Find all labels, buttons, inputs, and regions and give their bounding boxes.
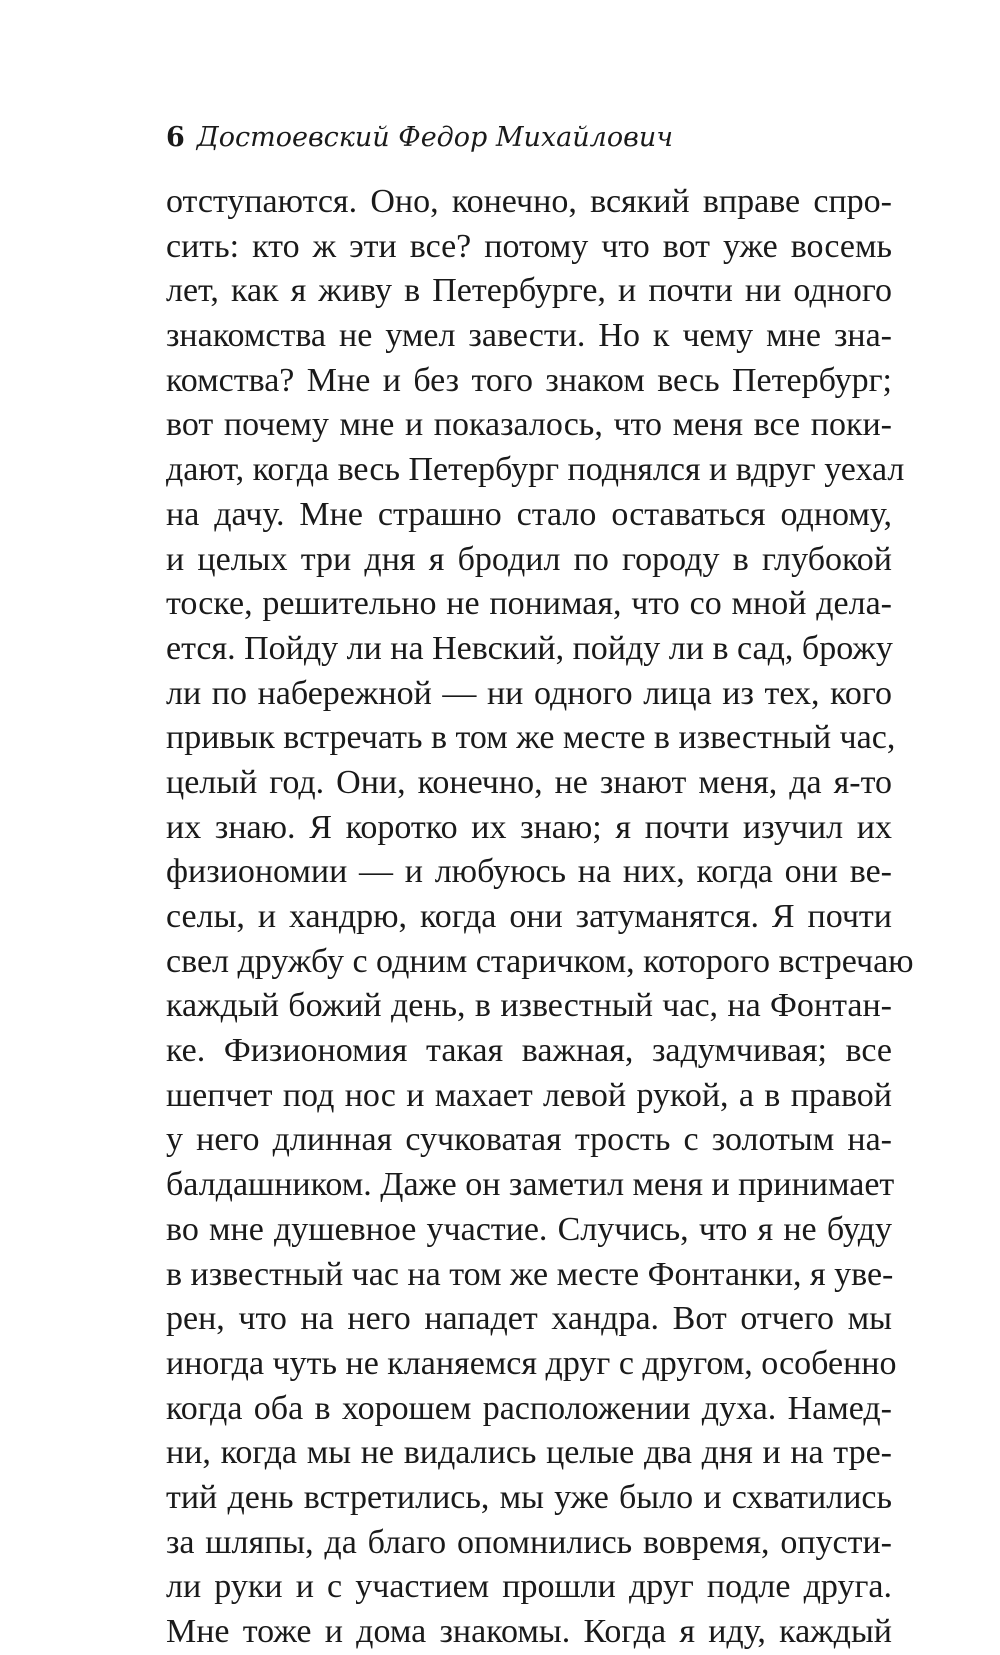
text-line: ке. Физиономия такая важная, задумчивая; все bbox=[166, 1032, 892, 1070]
text-line: Мне тоже и дома знакомы. Когда я иду, каждый bbox=[166, 1613, 892, 1650]
running-header bbox=[166, 118, 890, 158]
text-line: когда оба в хорошем расположении духа. Намед- bbox=[166, 1389, 892, 1427]
text-line: во мне душевное участие. Случись, что я не буду bbox=[166, 1210, 892, 1248]
text-line: дают, когда весь Петербург поднялся и вдруг уехал bbox=[166, 451, 905, 489]
text-line: рен, что на него нападет хандра. Вот отчего мы bbox=[166, 1300, 892, 1338]
text-line: тий день встретились, мы уже было и схватились bbox=[166, 1478, 892, 1516]
text-line: ли по набережной — ни одного лица из тех, кого bbox=[166, 674, 892, 712]
text-line: селы, и хандрю, когда они затуманятся. Я почти bbox=[166, 898, 892, 935]
text-line: шепчет под нос и махает левой рукой, а в правой bbox=[166, 1076, 892, 1114]
text-line: лет, как я живу в Петербурге, и почти ни одного bbox=[166, 272, 892, 310]
text-line: физиономии — и любуюсь на них, когда они ве- bbox=[166, 853, 892, 891]
body-text bbox=[166, 180, 914, 1655]
running-title: Достоевский Федор Михайлович bbox=[196, 122, 674, 153]
text-line: иногда чуть не кланяемся друг с другом, особенно bbox=[166, 1344, 897, 1382]
text-line: отступаются. Оно, конечно, всякий вправе спро- bbox=[166, 183, 892, 220]
text-line: и целых три дня я бродил по городу в глубокой bbox=[166, 540, 892, 578]
text-line: в известный час на том же месте Фонтанки, я уве- bbox=[166, 1255, 894, 1293]
text-line: их знаю. Я коротко их знаю; я почти изучил их bbox=[166, 808, 892, 846]
text-line: целый год. Они, конечно, не знают меня, да я-то bbox=[166, 763, 892, 801]
text-line: у него длинная сучковатая трость с золотым на- bbox=[166, 1121, 892, 1159]
text-line: привык встречать в том же месте в известный час, bbox=[166, 719, 896, 757]
text-line: на дачу. Мне страшно стало оставаться одному, bbox=[166, 495, 892, 533]
text-line: сить: кто ж эти все? потому что вот уже восемь bbox=[166, 227, 892, 265]
text-line: каждый божий день, в известный час, на Фонтан- bbox=[166, 987, 892, 1025]
page-number: 6 bbox=[166, 122, 185, 153]
text-line: ни, когда мы не видались целые два дня и на тре- bbox=[166, 1434, 892, 1472]
text-line: ется. Пойду ли на Невский, пойду ли в сад, брожу bbox=[166, 629, 893, 667]
text-line: тоске, решительно не понимая, что со мной дела- bbox=[166, 585, 892, 623]
text-line: вот почему мне и показалось, что меня все поки- bbox=[166, 406, 892, 444]
text-line: балдашником. Даже он заметил меня и принимает bbox=[166, 1166, 895, 1204]
text-line: знакомства не умел завести. Но к чему мне зна- bbox=[166, 317, 892, 355]
text-line: свел дружбу с одним старичком, которого встречаю bbox=[166, 942, 914, 980]
text-line: за шляпы, да благо опомнились вовремя, опусти- bbox=[166, 1523, 892, 1561]
text-line: комства? Мне и без того знаком весь Петербург; bbox=[166, 361, 892, 399]
text-line: ли руки и с участием прошли друг подле друга. bbox=[166, 1568, 892, 1606]
